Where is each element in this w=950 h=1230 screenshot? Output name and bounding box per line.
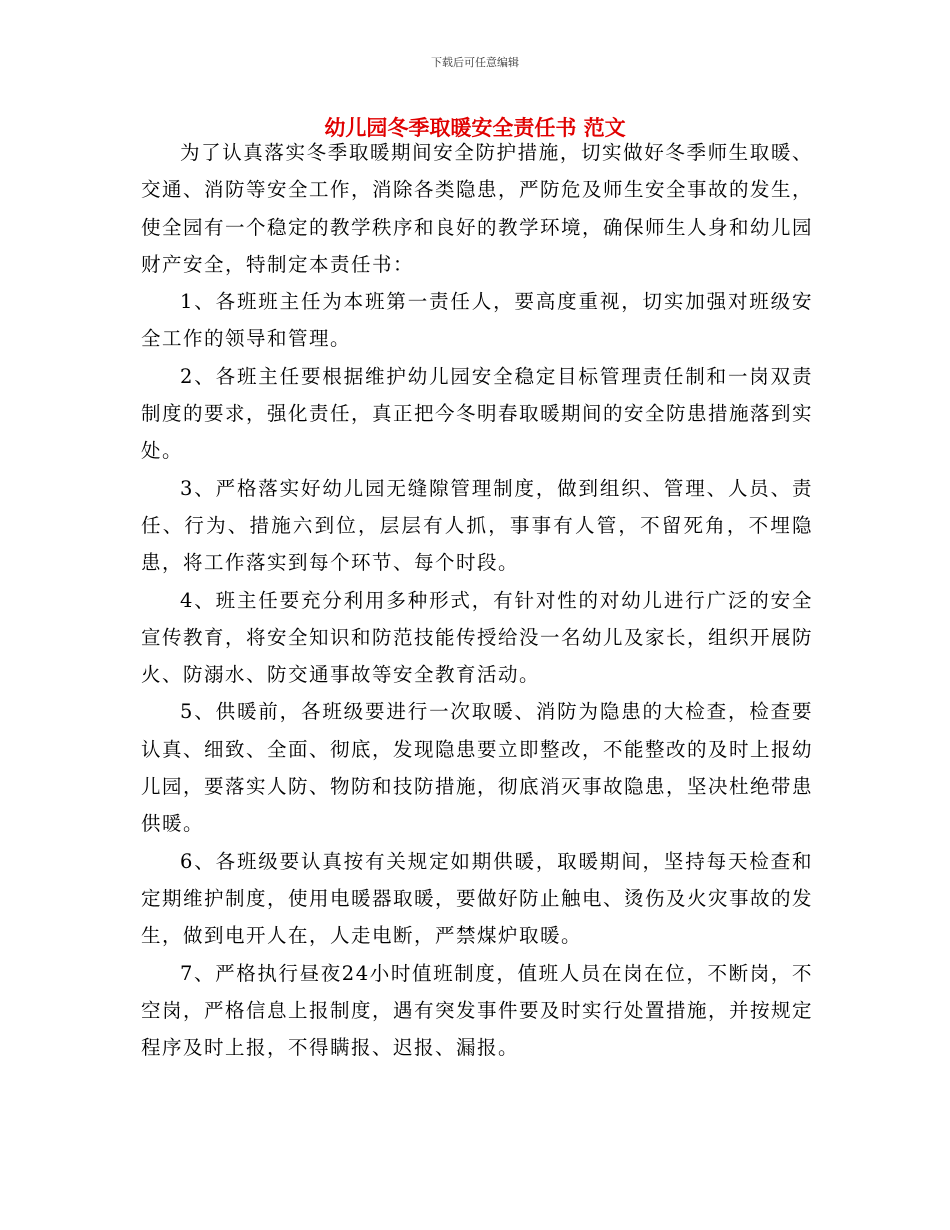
- document-title: 幼儿园冬季取暖安全责任书 范文: [324, 115, 626, 140]
- clause-5: 5、供暖前，各班级要进行一次取暖、消防为隐患的大检查，检查要认真、细致、全面、彻底，发现隐患要立即整改，不能整改的及时上报幼儿园，要落实人防、物防和技防措施，彻底消灭事故隐患，坚决杜绝带患供暖。: [141, 700, 814, 836]
- document-body: [141, 134, 813, 1066]
- clause-2: 2、各班主任要根据维护幼儿园安全稳定目标管理责任制和一岗双责制度的要求，强化责任，真正把今冬明春取暖期间的安全防患措施落到实处。: [141, 364, 814, 463]
- clause-4: 4、班主任要充分利用多种形式，有针对性的对幼儿进行广泛的安全宣传教育，将安全知识和防范技能传授给没一名幼儿及家长，组织开展防火、防溺水、防交通事故等安全教育活动。: [141, 588, 814, 687]
- intro-paragraph: 为了认真落实冬季取暖期间安全防护措施，切实做好冬季师生取暖、交通、消防等安全工作，消除各类隐患，严防危及师生安全事故的发生，使全园有一个稳定的教学秩序和良好的教学环境，确保师生人身和幼儿园财产安全，特制定本责任书：: [141, 141, 814, 276]
- clause-1: 1、各班班主任为本班第一责任人，要高度重视，切实加强对班级安全工作的领导和管理。: [141, 290, 813, 351]
- clause-7: 7、严格执行昼夜24小时值班制度，值班人员在岗在位，不断岗，不空岗，严格信息上报制度，遇有突发事件要及时实行处置措施，并按规定程序及时上报，不得瞒报、迟报、漏报。: [141, 961, 814, 1060]
- clause-6: 6、各班级要认真按有关规定如期供暖，取暖期间，坚持每天检查和定期维护制度，使用电暖器取暖，要做好防止触电、烫伤及火灾事故的发生，做到电开人在，人走电断，严禁煤炉取暖。: [141, 849, 814, 948]
- header-note: 下载后可任意编辑: [431, 56, 519, 69]
- clause-3: 3、严格落实好幼儿园无缝隙管理制度，做到组织、管理、人员、责任、行为、措施六到位，层层有人抓，事事有人管，不留死角，不埋隐患，将工作落实到每个环节、每个时段。: [141, 476, 813, 575]
